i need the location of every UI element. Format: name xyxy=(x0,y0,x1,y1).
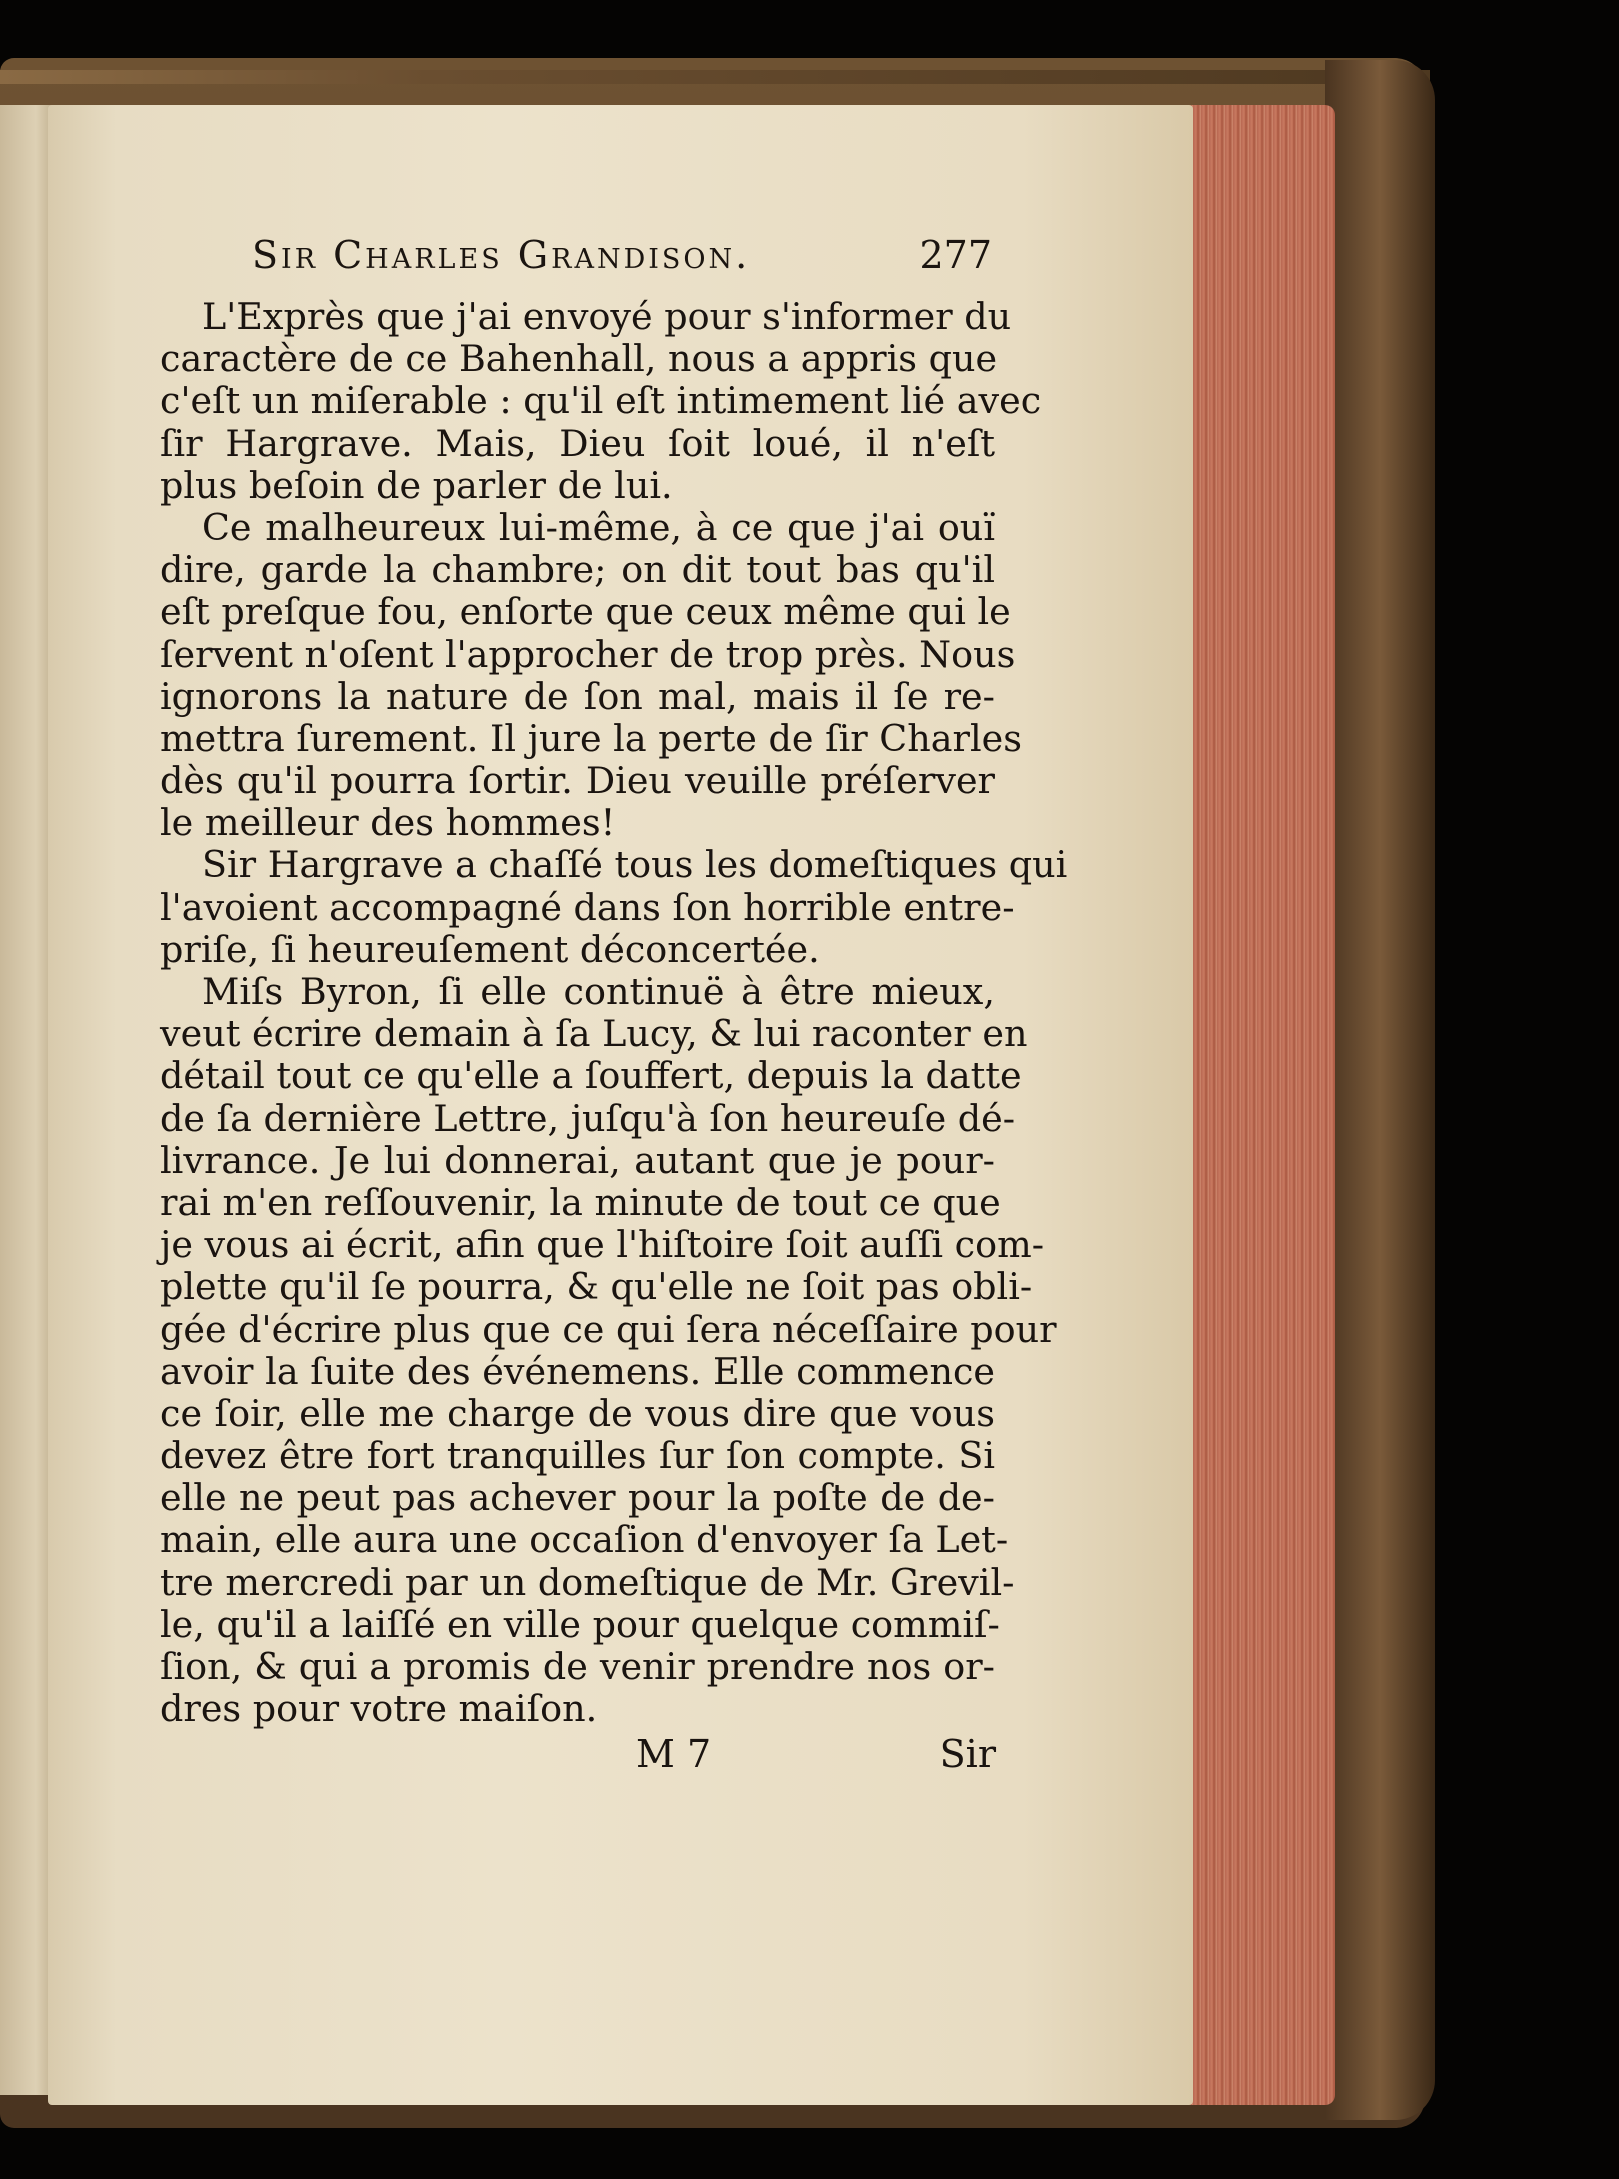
text-line: l'avoient accompagné dans ſon horrible entre- xyxy=(160,885,1015,929)
page-footer xyxy=(636,1732,996,1782)
text-line: dès qu'il pourra ſortir. Dieu veuille préſerver xyxy=(160,759,995,803)
text-line: dres pour votre maiſon. xyxy=(160,1687,598,1731)
text-line: mettra ſurement. Il jure la perte de ſir Charles xyxy=(160,716,1022,760)
text-line: tre mercredi par un domeſtique de Mr. Grevil- xyxy=(160,1560,1015,1604)
body-text xyxy=(160,295,1068,1731)
text-line: main, elle aura une occaſion d'envoyer ſa Let- xyxy=(160,1518,1009,1562)
text-line: plus beſoin de parler de lui. xyxy=(160,463,673,507)
text-line: priſe, ſi heureuſement déconcertée. xyxy=(160,927,820,971)
text-line: ſir Hargrave. Mais, Dieu ſoit loué, il n'eſt xyxy=(160,421,995,465)
red-page-edges xyxy=(1185,105,1335,2105)
signature-mark: M 7 xyxy=(636,1732,712,1776)
text-line: livrance. Je lui donnerai, autant que je pour- xyxy=(160,1138,995,1182)
text-line: Sir Hargrave a chaſſé tous les domeſtiques qui xyxy=(202,843,1068,887)
text-line: L'Exprès que j'ai envoyé pour s'informer du xyxy=(202,295,1012,338)
text-line: Ce malheureux lui-même, à ce que j'ai ouï xyxy=(202,505,995,549)
text-line: ignorons la nature de ſon mal, mais il ſe re- xyxy=(160,674,995,718)
text-line: veut écrire demain à ſa Lucy, & lui raconter en xyxy=(160,1012,1028,1056)
text-line: ce ſoir, elle me charge de vous dire que vous xyxy=(160,1391,995,1435)
text-line: eſt preſque fou, enſorte que ceux même qui le xyxy=(160,590,1011,634)
text-line: elle ne peut pas achever pour la poſte de de- xyxy=(160,1476,995,1520)
text-line: dire, garde la chambre; on dit tout bas qu'il xyxy=(160,548,995,592)
text-line: le meilleur des hommes! xyxy=(160,801,616,845)
text-line: je vous ai écrit, afin que l'hiſtoire ſoit auſſi com- xyxy=(160,1223,1045,1267)
text-line: rai m'en reſſouvenir, la minute de tout ce que xyxy=(160,1180,1001,1224)
text-line: ſion, & qui a promis de venir prendre nos or- xyxy=(160,1645,995,1688)
text-line: c'eſt un miſerable : qu'il eſt intimement lié avec xyxy=(160,379,1042,423)
text-line: caractère de ce Bahenhall, nous a appris que xyxy=(160,337,998,381)
text-line: plette qu'il ſe pourra, & qu'elle ne ſoit pas obli- xyxy=(160,1265,1033,1309)
catchword: Sir xyxy=(939,1732,996,1776)
page-number: 277 xyxy=(919,233,992,277)
cover-fore-edge xyxy=(1325,60,1435,2120)
text-line: le, qu'il a laiſſé en ville pour quelque commiſ- xyxy=(160,1602,1000,1646)
text-line: Miſs Byron, ſi elle continuë à être mieux, xyxy=(202,970,995,1013)
text-line: de ſa dernière Lettre, juſqu'à ſon heureuſe dé- xyxy=(160,1096,1016,1140)
cover-top-edge xyxy=(0,70,1430,84)
text-line: détail tout ce qu'elle a ſouffert, depuis la datte xyxy=(160,1054,1022,1098)
text-line: ſervent n'oſent l'approcher de trop près. Nous xyxy=(160,632,1016,676)
text-line: avoir la ſuite des événemens. Elle commence xyxy=(160,1349,995,1393)
running-head-title: Sir Charles Grandison. xyxy=(252,233,751,277)
text-line: devez être fort tranquilles ſur ſon compte. Si xyxy=(160,1434,995,1478)
text-line: gée d'écrire plus que ce qui ſera néceſſaire pour xyxy=(160,1307,1057,1351)
running-head xyxy=(252,233,992,281)
